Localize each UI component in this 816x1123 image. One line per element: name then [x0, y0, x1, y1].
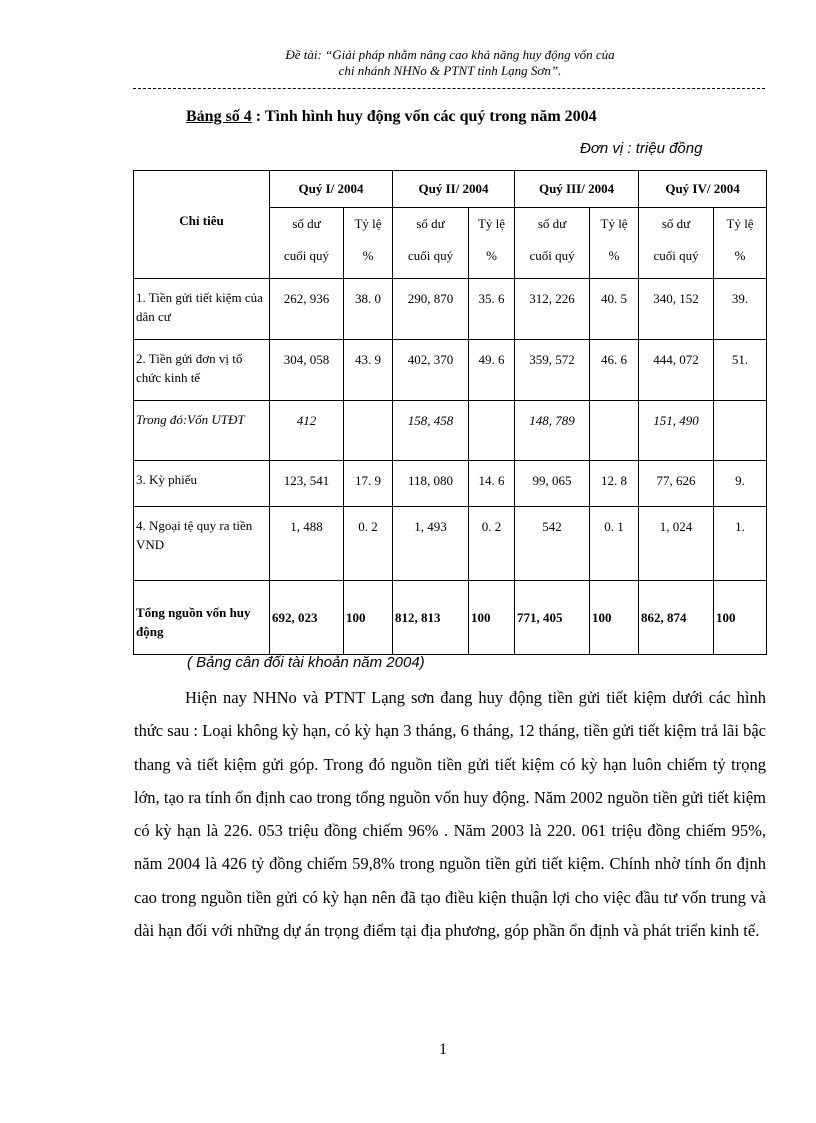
row-label: 2. Tiền gửi đơn vị tổ chức kinh tế	[134, 340, 270, 401]
table-cell: 812, 813	[393, 581, 469, 655]
table-cell: 151, 490	[639, 401, 714, 461]
table-cell: 77, 626	[639, 461, 714, 507]
capital-mobilization-table	[133, 170, 767, 655]
row-label: Tổng nguồn vốn huy động	[134, 581, 270, 655]
page-number: 1	[439, 1041, 447, 1058]
table-cell: 40. 5	[590, 279, 639, 340]
quarter-header: Quý III/ 2004	[515, 171, 639, 208]
table-title	[186, 108, 597, 126]
column-header-indicator: Chỉ tiêu	[134, 171, 270, 279]
table-cell: 9.	[714, 461, 767, 507]
table-cell	[344, 401, 393, 461]
table-cell: 340, 152	[639, 279, 714, 340]
table-cell: 38. 0	[344, 279, 393, 340]
table-row	[134, 461, 767, 507]
table-cell	[469, 401, 515, 461]
table-cell: 862, 874	[639, 581, 714, 655]
subheader-balance: số dư cuối quý	[270, 208, 344, 279]
table-cell: 402, 370	[393, 340, 469, 401]
table-row	[134, 507, 767, 581]
row-label: 3. Kỳ phiếu	[134, 461, 270, 507]
table-cell: 0. 2	[469, 507, 515, 581]
table-cell: 49. 6	[469, 340, 515, 401]
row-label: Trong đó:Vốn UTĐT	[134, 401, 270, 461]
table-cell: 542	[515, 507, 590, 581]
table-cell: 290, 870	[393, 279, 469, 340]
quarter-header: Quý I/ 2004	[270, 171, 393, 208]
table-cell: 14. 6	[469, 461, 515, 507]
table-cell: 12. 8	[590, 461, 639, 507]
table-cell: 412	[270, 401, 344, 461]
table-cell: 0. 1	[590, 507, 639, 581]
page-header	[130, 47, 770, 79]
table-cell: 359, 572	[515, 340, 590, 401]
table-cell: 46. 6	[590, 340, 639, 401]
table-cell: 0. 2	[344, 507, 393, 581]
table-cell: 771, 405	[515, 581, 590, 655]
table-cell: 312, 226	[515, 279, 590, 340]
subheader-balance: số dư cuối quý	[393, 208, 469, 279]
table-cell: 100	[590, 581, 639, 655]
subheader-ratio: Tỷ lệ %	[714, 208, 767, 279]
table-cell: 692, 023	[270, 581, 344, 655]
table-cell: 100	[469, 581, 515, 655]
table-cell: 1, 024	[639, 507, 714, 581]
unit-note: Đơn vị : triệu đồng	[580, 140, 703, 157]
table-row-total	[134, 581, 767, 655]
table-cell: 148, 789	[515, 401, 590, 461]
table-cell: 1, 488	[270, 507, 344, 581]
table-cell	[590, 401, 639, 461]
body-paragraph: Hiện nay NHNo và PTNT Lạng sơn đang huy động tiền gửi tiết kiệm dưới các hình thức sau : Loại không kỳ hạn, có kỳ hạn 3 tháng, 6 tháng, 12 tháng, tiền gửi tiết kiệm trả lãi bậc thang và tiết kiệm gửi góp. Trong đó nguồn tiền gửi tiết kiệm có kỳ hạn luôn chiếm tỷ trọng lớn, tạo ra tính ổn định cao trong tổng nguồn vốn huy động. Năm 2002 nguồn tiền gửi tiết kiệm có kỳ hạn là 226. 053 triệu đồng chiếm 96% . Năm 2003 là 220. 061 triệu đồng chiếm 95%, năm 2004 là 426 tỷ đồng chiếm 59,8% trong nguồn tiền gửi tiết kiệm. Chính nhờ tính ổn định cao trong nguồn tiền gửi có kỳ hạn nên đã tạo điều kiện thuận lợi cho việc đầu tư vốn trung và dài hạn đối với những dự án trọng điểm tại địa phương, góp phần ổn định và phát triển kinh tế.	[134, 688, 766, 941]
table-cell: 262, 936	[270, 279, 344, 340]
table-cell: 304, 058	[270, 340, 344, 401]
table-cell: 51.	[714, 340, 767, 401]
table-cell	[714, 401, 767, 461]
quarter-header: Quý II/ 2004	[393, 171, 515, 208]
table-cell: 35. 6	[469, 279, 515, 340]
table-cell: 1.	[714, 507, 767, 581]
row-label: 4. Ngoại tệ quy ra tiền VND	[134, 507, 270, 581]
table-row	[134, 401, 767, 461]
row-label: 1. Tiền gửi tiết kiệm của dân cư	[134, 279, 270, 340]
header-divider	[133, 88, 765, 89]
table-title-text: : Tình hình huy động vốn các quý trong năm 2004	[255, 108, 597, 125]
table-source-note: ( Bảng cân đối tài khoản năm 2004)	[187, 654, 425, 671]
table-cell: 118, 080	[393, 461, 469, 507]
table-cell: 158, 458	[393, 401, 469, 461]
subheader-balance: số dư cuối quý	[515, 208, 590, 279]
table-cell: 123, 541	[270, 461, 344, 507]
table-cell: 100	[714, 581, 767, 655]
table-number-label: Bảng số 4	[186, 108, 252, 125]
subheader-ratio: Tỷ lệ %	[469, 208, 515, 279]
table-cell: 39.	[714, 279, 767, 340]
header-line-2: chi nhánh NHNo & PTNT tỉnh Lạng Sơn”.	[338, 63, 562, 78]
table-row	[134, 279, 767, 340]
table-cell: 444, 072	[639, 340, 714, 401]
table-cell: 1, 493	[393, 507, 469, 581]
table-cell: 43. 9	[344, 340, 393, 401]
table-row	[134, 340, 767, 401]
table-cell: 99, 065	[515, 461, 590, 507]
subheader-balance: số dư cuối quý	[639, 208, 714, 279]
table-cell: 100	[344, 581, 393, 655]
subheader-ratio: Tỷ lệ %	[590, 208, 639, 279]
subheader-ratio: Tỷ lệ %	[344, 208, 393, 279]
quarter-header: Quý IV/ 2004	[639, 171, 767, 208]
table-cell: 17. 9	[344, 461, 393, 507]
header-line-1: Đề tài: “Giải pháp nhằm nâng cao khả năng huy động vốn của	[285, 47, 615, 62]
